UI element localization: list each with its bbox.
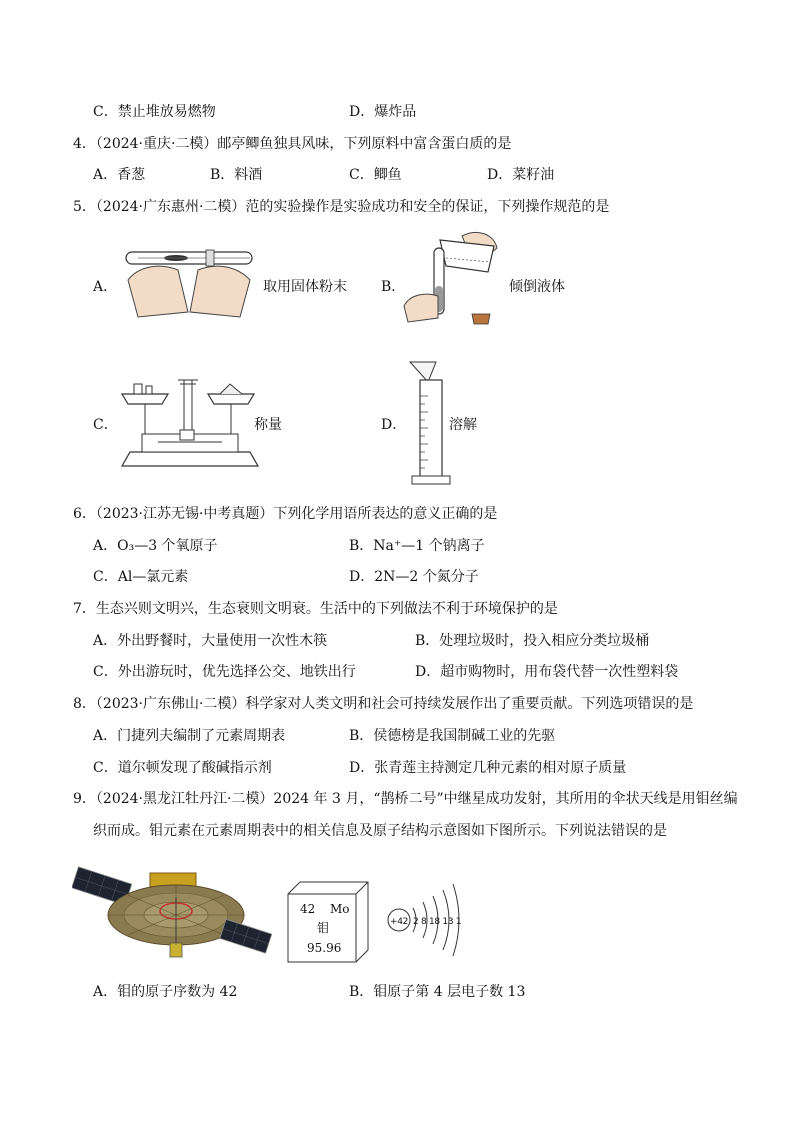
q5-stem: 5．（2024·广东惠州·二模）范的实验操作是实验成功和安全的保证，下列操作规范的是 [73, 199, 610, 215]
satellite-antenna-image [72, 855, 272, 965]
element-atomic-number: 42 [300, 902, 316, 916]
q5-option-d-text: 溶解 [449, 417, 477, 433]
q7-option-d: D．超市购物时，用布袋代替一次性塑料袋 [415, 664, 679, 680]
q5-option-b-text: 倾倒液体 [509, 279, 565, 295]
q6-option-d: D．2N—2 个氮分子 [349, 569, 479, 585]
q4-option-d: D．菜籽油 [487, 167, 555, 183]
q9-option-a: A．钼的原子序数为 42 [93, 984, 238, 1000]
pour-liquid-illustration [402, 226, 507, 326]
q8-option-a: A．门捷列夫编制了元素周期表 [93, 728, 286, 744]
q5-option-a-letter: A． [93, 279, 118, 295]
q6-option-c: C．Al—氯元素 [93, 569, 189, 585]
q6-option-b: B．Na⁺—1 个钠离子 [349, 538, 485, 554]
q4-option-a: A．香葱 [93, 167, 146, 183]
nucleus-charge: +42 [390, 917, 409, 927]
q9-stem-line-2: 织而成。钼元素在元素周期表中的相关信息及原子结构示意图如下图所示。下列说法错误的是 [93, 823, 667, 839]
q4-option-c: C．鲫鱼 [349, 167, 402, 183]
q3-option-d: D．爆炸品 [349, 104, 417, 120]
q7-option-c: C．外出游玩时，优先选择公交、地铁出行 [93, 664, 356, 680]
q9-option-b: B．钼原子第 4 层电子数 13 [349, 984, 526, 1000]
q7-option-b: B．处理垃圾时，投入相应分类垃圾桶 [415, 633, 650, 649]
q8-stem: 8．（2023·广东佛山·二模）科学家对人类文明和社会可持续发展作出了重要贡献。下列选项错误的是 [73, 696, 694, 712]
q7-stem: 7．生态兴则文明兴，生态衰则文明衰。生活中的下列做法不利于环境保护的是 [73, 601, 558, 617]
q6-stem: 6．（2023·江苏无锡·中考真题）下列化学用语所表达的意义正确的是 [73, 506, 498, 522]
graduated-cylinder-illustration [406, 360, 451, 488]
element-symbol: Mo [330, 902, 350, 916]
q8-option-c: C．道尔顿发现了酸碱指示剂 [93, 760, 272, 776]
q5-option-c-letter: C． [93, 417, 118, 433]
electron-shell-counts: 2 8 18 13 1 [413, 917, 462, 927]
q6-option-a: A．O₃—3 个氧原子 [93, 538, 218, 554]
q5-option-a-text: 取用固体粉末 [263, 279, 347, 295]
element-name: 钼 [317, 921, 330, 935]
balance-scale-illustration [118, 372, 263, 472]
q5-option-b-letter: B． [381, 279, 406, 295]
q4-stem: 4．（2024·重庆·二模）邮亭鲫鱼独具风味，下列原料中富含蛋白质的是 [73, 136, 512, 152]
powder-test-tube-illustration [118, 222, 258, 322]
q7-option-a: A．外出野餐时，大量使用一次性木筷 [93, 633, 328, 649]
q5-option-c-text: 称量 [254, 417, 282, 433]
q4-option-b: B．料酒 [210, 167, 263, 183]
q8-option-b: B．侯德榜是我国制碱工业的先驱 [349, 728, 556, 744]
q5-option-d-letter: D． [381, 417, 407, 433]
q8-option-d: D．张青莲主持测定几种元素的相对原子质量 [349, 760, 627, 776]
q9-stem-line-1: 9．（2024·黑龙江牡丹江·二模）2024 年 3 月，“鹊桥二号”中继星成功发射，其所用的伞状天线是用钼丝编 [73, 791, 738, 807]
element-atomic-mass: 95.96 [307, 941, 342, 955]
q3-option-c: C．禁止堆放易燃物 [93, 104, 216, 120]
